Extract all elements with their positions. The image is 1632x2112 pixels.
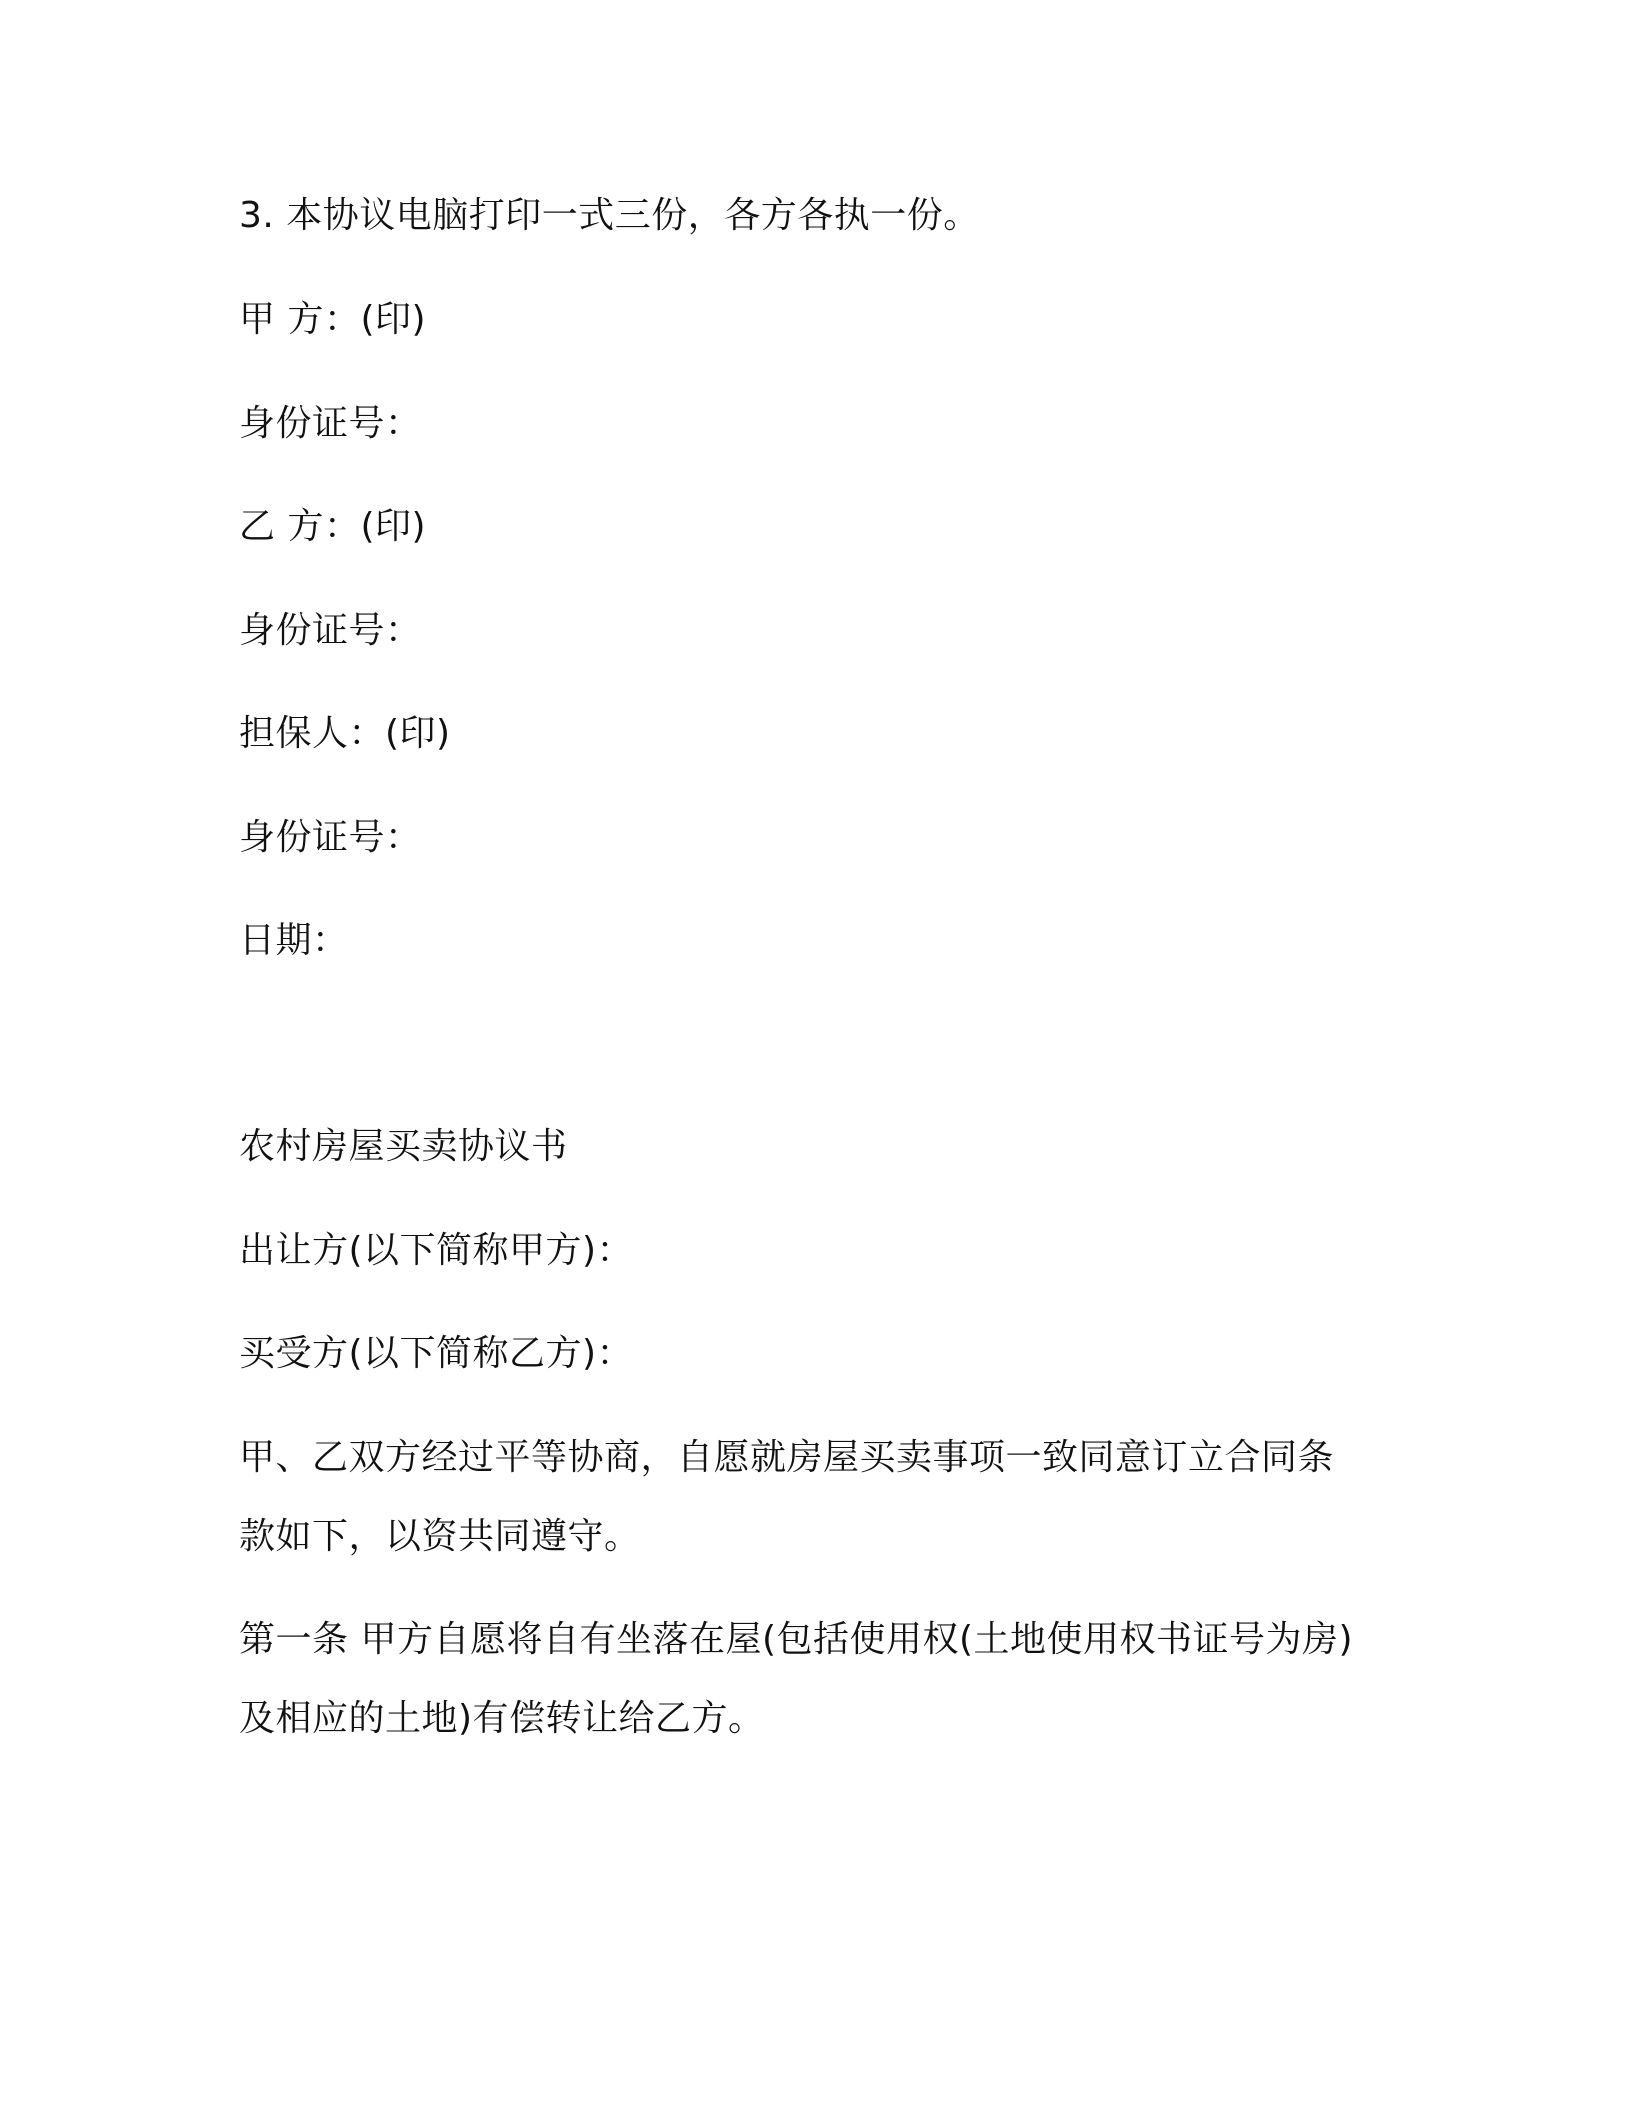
party-b-id-number: 身份证号： [239,610,422,651]
party-a-seal: 甲 方：(印) [239,299,427,340]
preamble-line-1: 甲、乙双方经过平等协商，自愿就房屋买卖事项一致同意订立合同条 [239,1437,1335,1478]
clause-copies: 3. 本协议电脑打印一式三份，各方各执一份。 [239,195,980,236]
article-one-line-2: 及相应的土地)有偿转让给乙方。 [239,1698,765,1739]
agreement-title: 农村房屋买卖协议书 [239,1126,568,1167]
seller-field: 出让方(以下简称甲方)： [239,1230,634,1271]
article-one-line-1: 第一条 甲方自愿将自有坐落在屋(包括使用权(土地使用权书证号为房) [239,1619,1354,1660]
guarantor-id-number: 身份证号： [239,817,422,858]
buyer-field: 买受方(以下简称乙方)： [239,1333,634,1374]
party-b-seal: 乙 方：(印) [239,506,427,547]
date-field: 日期： [239,920,349,961]
guarantor-seal: 担保人：(印) [239,713,451,754]
party-a-id-number: 身份证号： [239,403,422,444]
preamble-line-2: 款如下，以资共同遵守。 [239,1516,641,1557]
